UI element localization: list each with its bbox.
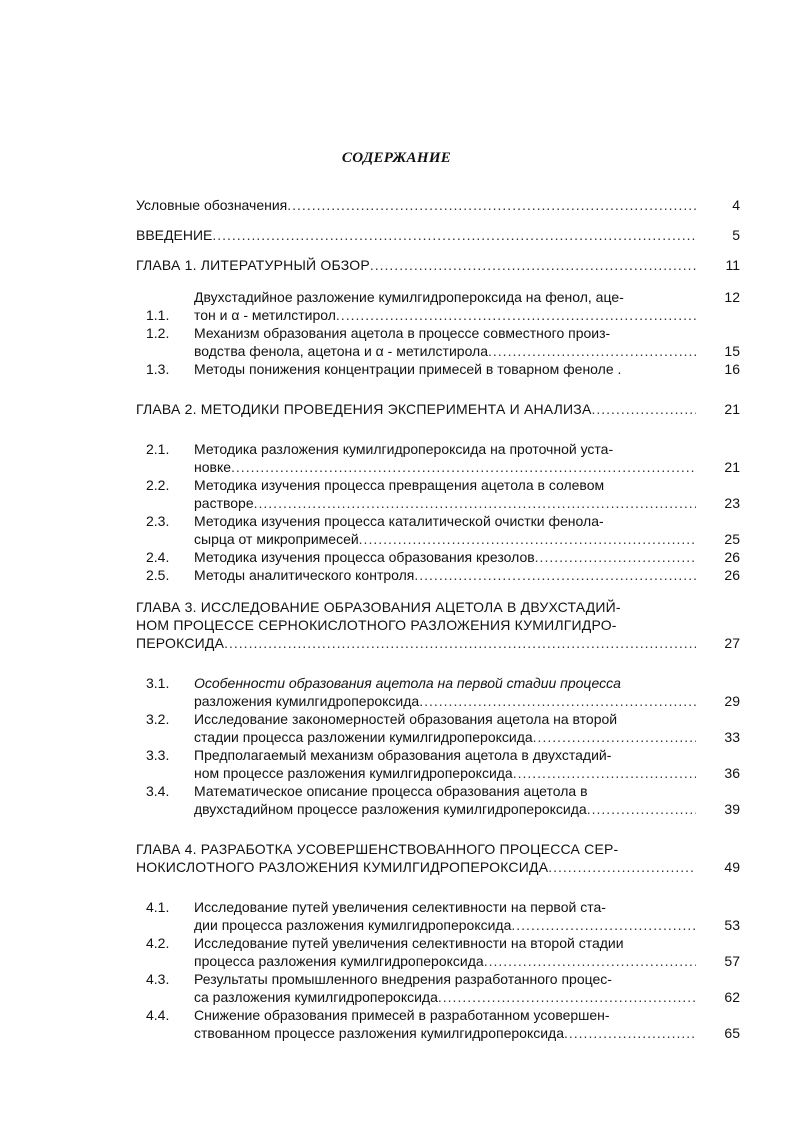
toc-entry-text: разложения кумилгидропероксида — [194, 693, 420, 709]
toc-entry-1-2 — [136, 324, 740, 360]
toc-entry-text: ГЛАВА 2. МЕТОДИКИ ПРОВЕДЕНИЯ ЭКСПЕРИМЕНТА И АНАЛИЗА — [136, 401, 592, 417]
toc-entry-text: Исследование путей увеличения селективности на первой ста- — [194, 899, 606, 915]
toc-entry-chapter-3 — [136, 598, 740, 652]
dot-leader — [591, 400, 696, 418]
toc-page-number: 12 — [724, 289, 740, 305]
toc-entry-text: ВВЕДЕНИЕ — [136, 227, 213, 243]
dot-leader — [370, 256, 696, 274]
dot-leader — [336, 306, 696, 324]
toc-page-number: 49 — [724, 859, 740, 875]
toc-entry-2-5 — [136, 566, 740, 584]
toc-entry-text: стадии процесса разложении кумилгидропероксида — [194, 729, 533, 745]
toc-page-number: 57 — [724, 953, 740, 969]
toc-entry-text: растворе — [194, 495, 254, 511]
toc-entry-3-4 — [136, 782, 740, 818]
toc-entry-text: Особенности образования ацетола на первой стадии процесса — [194, 675, 621, 691]
toc-section-number: 1.2. — [146, 325, 170, 341]
toc-entry-text: Методика изучения процесса образования крезолов — [194, 549, 535, 565]
toc-entry-chapter-2 — [136, 400, 740, 418]
toc-entry-text: ГЛАВА 4. РАЗРАБОТКА УСОВЕРШЕНСТВОВАННОГО ПРОЦЕССА СЕР- — [136, 841, 619, 857]
toc-entry-2-2 — [136, 476, 740, 512]
toc-entry-text: Результаты промышленного внедрения разработанного процес- — [194, 971, 612, 987]
toc-page-number: 26 — [724, 567, 740, 583]
dot-leader — [438, 988, 696, 1006]
toc-entry-text: Механизм образования ацетола в процессе совместного произ- — [194, 325, 611, 341]
toc-entry-text: новке — [194, 459, 232, 475]
dot-leader — [212, 226, 696, 244]
toc-page-number: 27 — [724, 635, 740, 651]
toc-page-number: 26 — [724, 549, 740, 565]
toc-entry-text: ГЛАВА 3. ИССЛЕДОВАНИЕ ОБРАЗОВАНИЯ АЦЕТОЛА В ДВУХСТАДИЙ- — [136, 599, 621, 615]
toc-page-number: 65 — [724, 1025, 740, 1041]
toc-page-number: 4 — [732, 197, 740, 213]
toc-entry-3-2 — [136, 710, 740, 746]
toc-page-number: 5 — [732, 227, 740, 243]
toc-section-number: 1.1. — [146, 307, 170, 323]
dot-leader — [287, 196, 696, 214]
dot-leader — [533, 728, 696, 746]
dot-leader — [564, 1024, 696, 1042]
toc-entry-1-1 — [136, 288, 740, 324]
toc-entry-3-3 — [136, 746, 740, 782]
dot-leader — [419, 692, 696, 710]
toc-entry-text: Исследование путей увеличения селективности на второй стадии — [194, 935, 624, 951]
toc-section-number: 3.3. — [146, 747, 170, 763]
toc-entry-text: Исследование закономерностей образования ацетола на второй — [194, 711, 618, 727]
dot-leader — [587, 800, 696, 818]
toc-page-number: 16 — [724, 361, 740, 377]
toc-entry-text: сырца от микропримесей — [194, 531, 359, 547]
dot-leader — [414, 566, 696, 584]
toc-entry-text: са разложения кумилгидропероксида — [194, 989, 438, 1005]
table-of-contents — [136, 196, 740, 1042]
dot-leader — [535, 548, 696, 566]
toc-entry-3-1 — [136, 674, 740, 710]
toc-entry-2-3 — [136, 512, 740, 548]
toc-entry-2-4 — [136, 548, 740, 566]
toc-entry-text: Условные обозначения — [136, 197, 288, 213]
toc-entry-text: Снижение образования примесей в разработанном усовершен- — [194, 1007, 610, 1023]
toc-entry-text: Методы понижения концентрации примесей в товарном феноле . — [194, 361, 622, 377]
toc-page-number: 25 — [724, 531, 740, 547]
toc-page-number: 36 — [724, 765, 740, 781]
toc-section-number: 4.3. — [146, 971, 170, 987]
toc-section-number: 2.2. — [146, 477, 170, 493]
dot-leader — [224, 634, 696, 652]
dot-leader — [484, 952, 696, 970]
toc-section-number: 3.4. — [146, 783, 170, 799]
dot-leader — [254, 494, 696, 512]
dot-leader — [513, 764, 696, 782]
toc-section-number: 4.4. — [146, 1007, 170, 1023]
toc-entry-text: тон и α - метилстирол — [194, 307, 336, 323]
toc-entry-text: ном процессе разложения кумилгидропероксида — [194, 765, 513, 781]
toc-page-number: 29 — [724, 693, 740, 709]
toc-entry-text: НОКИСЛОТНОГО РАЗЛОЖЕНИЯ КУМИЛГИДРОПЕРОКСИДА — [136, 859, 549, 875]
toc-entry-text: Методы аналитического контроля — [194, 567, 415, 583]
toc-section-number: 1.3. — [146, 361, 170, 377]
dot-leader — [359, 530, 696, 548]
toc-page-number: 21 — [724, 459, 740, 475]
toc-entry-text: НОМ ПРОЦЕССЕ СЕРНОКИСЛОТНОГО РАЗЛОЖЕНИЯ КУМИЛГИДРО- — [136, 617, 617, 633]
toc-section-number: 3.1. — [146, 675, 170, 691]
toc-entry-text: процесса разложения кумилгидропероксида — [194, 953, 484, 969]
toc-page-number: 53 — [724, 917, 740, 933]
toc-entry-4-3 — [136, 970, 740, 1006]
toc-entry-2-1 — [136, 440, 740, 476]
toc-entry-1-3 — [136, 360, 740, 378]
toc-entry-4-2 — [136, 934, 740, 970]
toc-entry-text: двухстадийном процессе разложения кумилгидропероксида — [194, 801, 587, 817]
dot-leader — [511, 916, 696, 934]
toc-entry-symbols — [136, 196, 740, 214]
toc-entry-text: Методика разложения кумилгидропероксида на проточной уста- — [194, 441, 614, 457]
page-title: СОДЕРЖАНИЕ — [341, 150, 452, 166]
toc-section-number: 2.1. — [146, 441, 170, 457]
toc-entry-text: Двухстадийное разложение кумилгидропероксида на фенол, аце- — [194, 289, 624, 305]
toc-entry-4-4 — [136, 1006, 740, 1042]
toc-entry-text: ГЛАВА 1. ЛИТЕРАТУРНЫЙ ОБЗОР — [136, 257, 370, 273]
toc-entry-text: Математическое описание процесса образования ацетола в — [194, 783, 588, 799]
dot-leader — [488, 342, 696, 360]
toc-entry-text: Предполагаемый механизм образования ацетола в двухстадий- — [194, 747, 612, 763]
toc-entry-text: водства фенола, ацетона и α - метилстирола — [194, 343, 489, 359]
toc-page-number: 15 — [724, 343, 740, 359]
dot-leader — [548, 858, 696, 876]
toc-entry-chapter-4 — [136, 840, 740, 876]
toc-entry-text: ПЕРОКСИДА — [136, 635, 225, 651]
toc-page-number: 39 — [724, 801, 740, 817]
toc-entry-text: Методика изучения процесса превращения ацетола в солевом — [194, 477, 605, 493]
toc-page-number: 21 — [724, 401, 740, 417]
toc-page-number: 62 — [724, 989, 740, 1005]
toc-entry-text: Методика изучения процесса каталитической очистки фенола- — [194, 513, 604, 529]
toc-entry-chapter-1 — [136, 256, 740, 274]
dot-leader — [231, 458, 696, 476]
toc-entry-introduction — [136, 226, 740, 244]
toc-entry-text: дии процесса разложения кумилгидропероксида — [194, 917, 512, 933]
toc-section-number: 2.3. — [146, 513, 170, 529]
toc-page-number: 33 — [724, 729, 740, 745]
toc-page-number: 23 — [724, 495, 740, 511]
toc-section-number: 2.5. — [146, 567, 170, 583]
toc-section-number: 2.4. — [146, 549, 170, 565]
toc-entry-4-1 — [136, 898, 740, 934]
toc-section-number: 4.2. — [146, 935, 170, 951]
toc-entry-text: ствованном процессе разложения кумилгидропероксида — [194, 1025, 564, 1041]
toc-page-number: 11 — [725, 257, 740, 273]
toc-section-number: 3.2. — [146, 711, 170, 727]
toc-section-number: 4.1. — [146, 899, 170, 915]
